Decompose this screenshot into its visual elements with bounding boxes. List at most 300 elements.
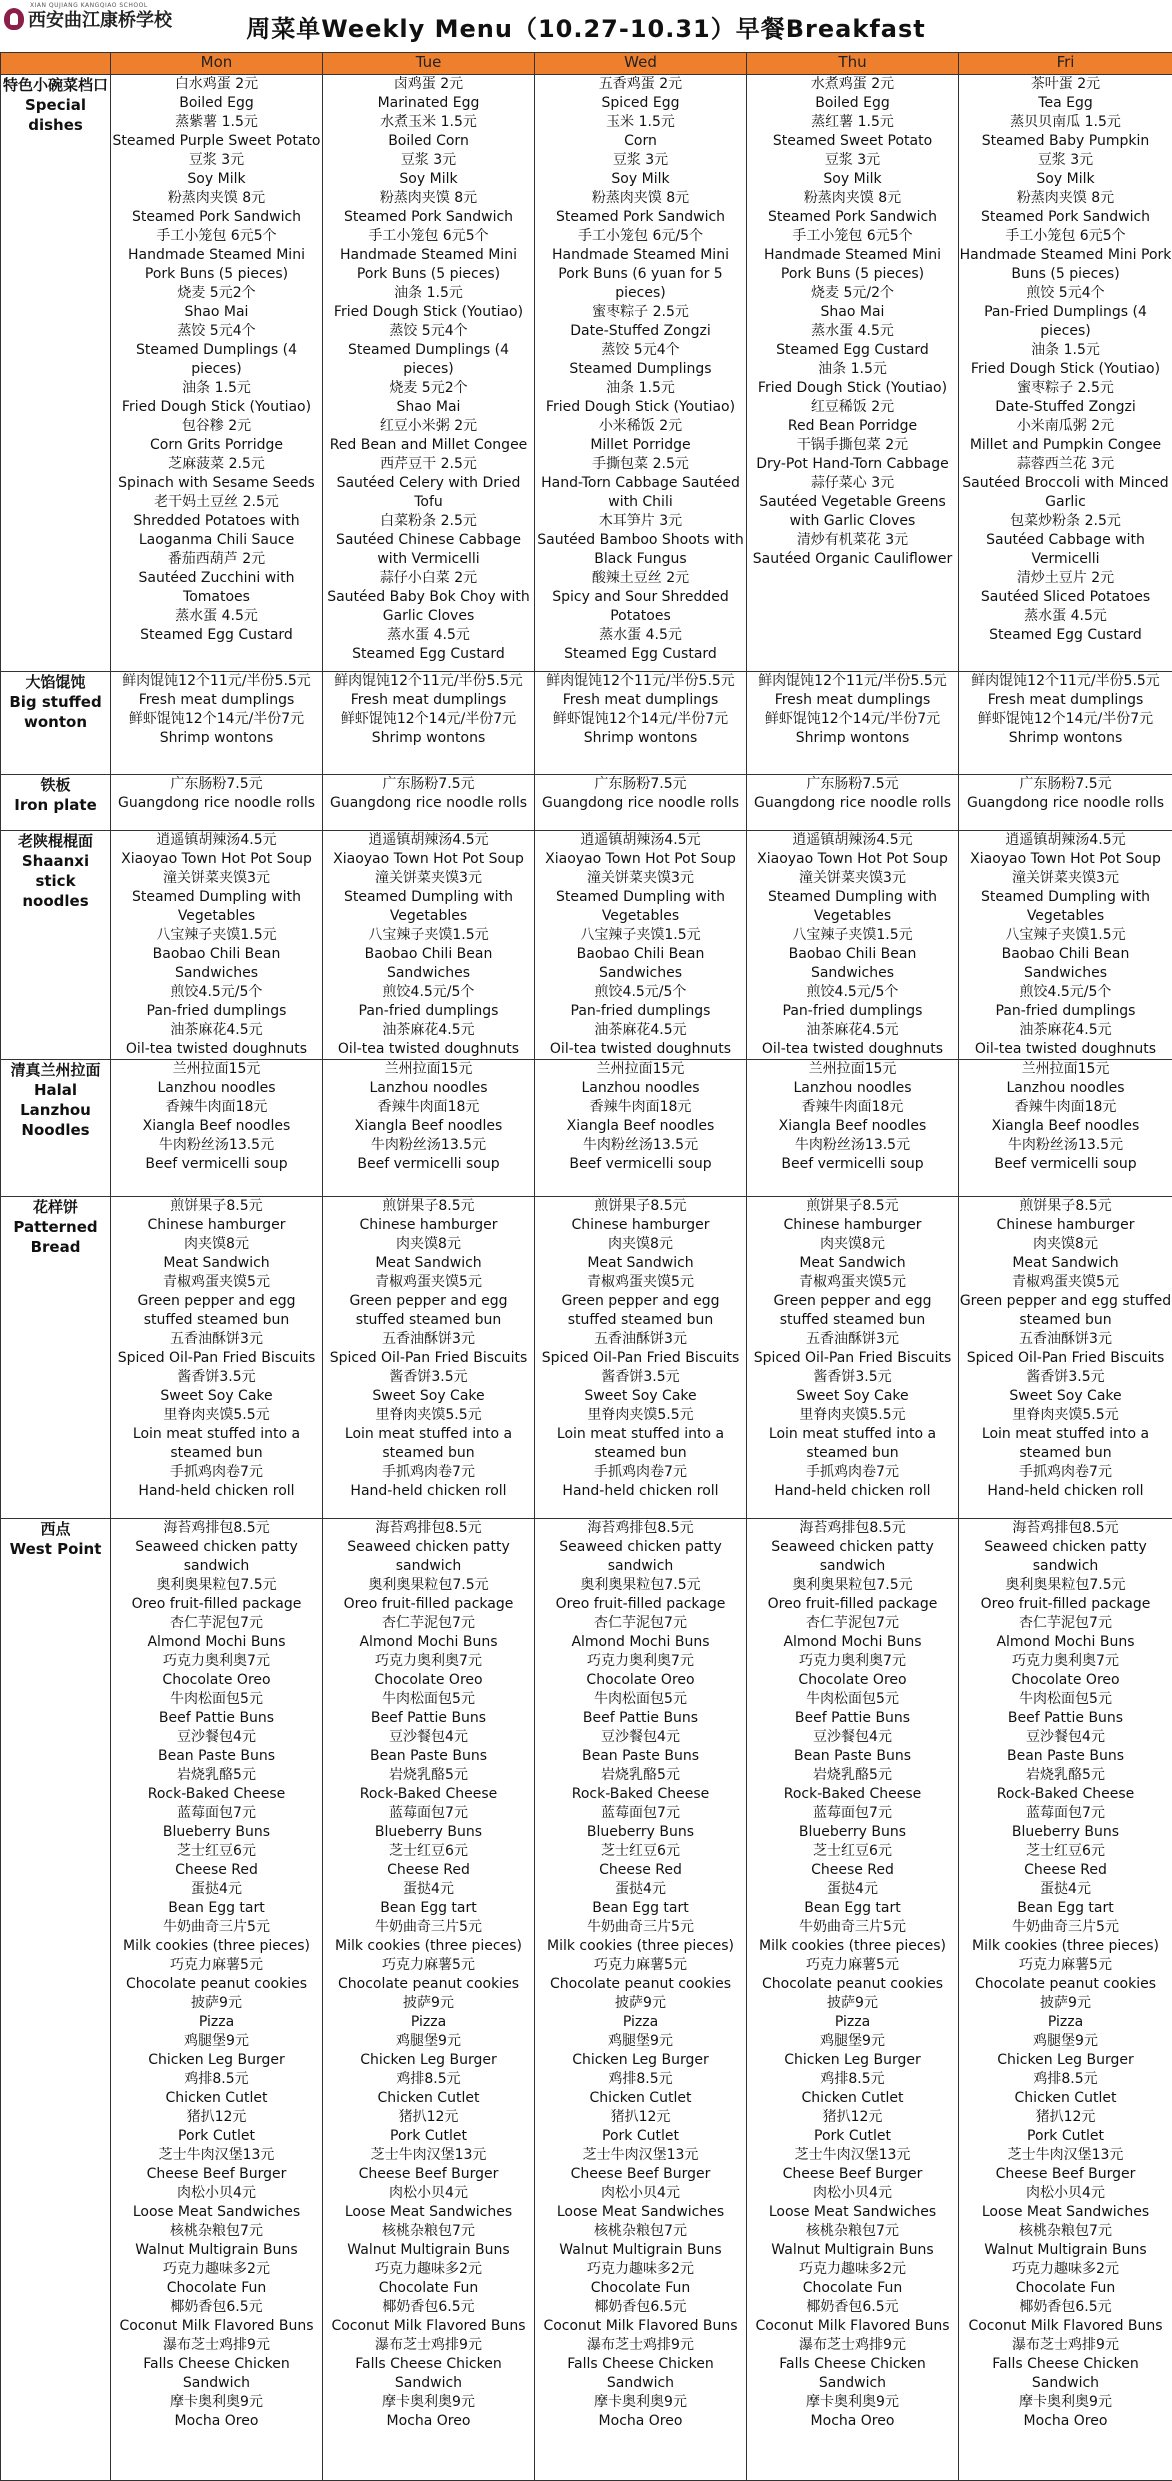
menu-item-line: Coconut Milk Flavored Buns	[111, 2317, 322, 2336]
menu-item-line: 茶叶蛋 2元	[959, 75, 1172, 94]
menu-item-line: 包谷糁 2元	[111, 417, 322, 436]
menu-item-line: 椰奶香包6.5元	[111, 2298, 322, 2317]
menu-item-line: Beef Pattie Buns	[535, 1709, 746, 1728]
menu-item-line: 海苔鸡排包8.5元	[535, 1519, 746, 1538]
menu-item-line: 香辣牛肉面18元	[323, 1098, 534, 1117]
menu-item-line: Sautéed Chinese Cabbage with Vermicelli	[323, 531, 534, 569]
menu-item-line: 八宝辣子夹馍1.5元	[747, 926, 958, 945]
menu-item-line: Cheese Beef Burger	[323, 2165, 534, 2184]
menu-item-line: 岩烧乳酪5元	[747, 1766, 958, 1785]
menu-item-line: 酱香饼3.5元	[959, 1368, 1172, 1387]
menu-item-line: 兰州拉面15元	[959, 1060, 1172, 1079]
menu-item-line: Sautéed Celery with Dried Tofu	[323, 474, 534, 512]
menu-item-line: Sautéed Sliced Potatoes	[959, 588, 1172, 607]
menu-item-line: Lanzhou noodles	[747, 1079, 958, 1098]
menu-item-line: Oil-tea twisted doughnuts	[111, 1040, 322, 1059]
menu-item-line: 蜜枣粽子 2.5元	[535, 303, 746, 322]
menu-item-line: Baobao Chili Bean Sandwiches	[747, 945, 958, 983]
category-name-zh: 老陕棍棍面	[1, 831, 110, 851]
menu-item-line: 猪扒12元	[535, 2108, 746, 2127]
menu-item-line: 潼关饼菜夹馍3元	[323, 869, 534, 888]
menu-item-line: Cheese Red	[747, 1861, 958, 1880]
menu-item-line: 豆沙餐包4元	[535, 1728, 746, 1747]
menu-item-line: Chicken Cutlet	[959, 2089, 1172, 2108]
menu-item-line: 鲜虾馄饨12个14元/半份7元	[535, 710, 746, 729]
menu-item-line: 卤鸡蛋 2元	[323, 75, 534, 94]
menu-item-line: 瀑布芝士鸡排9元	[747, 2336, 958, 2355]
menu-item-line: 红豆小米粥 2元	[323, 417, 534, 436]
menu-item-line: Steamed Dumpling with Vegetables	[535, 888, 746, 926]
menu-item-line: Chicken Leg Burger	[323, 2051, 534, 2070]
menu-item-line: Mocha Oreo	[111, 2412, 322, 2431]
menu-item-line: 豆沙餐包4元	[111, 1728, 322, 1747]
menu-item-line: 芝士红豆6元	[747, 1842, 958, 1861]
menu-item-line: Milk cookies (three pieces)	[111, 1937, 322, 1956]
menu-item-line: 披萨9元	[959, 1994, 1172, 2013]
menu-item-line: 巧克力趣味多2元	[111, 2260, 322, 2279]
menu-item-line: 鸡排8.5元	[959, 2070, 1172, 2089]
menu-item-line: 手抓鸡肉卷7元	[535, 1463, 746, 1482]
menu-item-line: Chicken Leg Burger	[747, 2051, 958, 2070]
menu-item-line: 水煮鸡蛋 2元	[747, 75, 958, 94]
menu-item-line: 油茶麻花4.5元	[535, 1021, 746, 1040]
menu-item-line: 蜜枣粽子 2.5元	[959, 379, 1172, 398]
menu-section-row	[1, 831, 1172, 1060]
menu-item-line: 巧克力趣味多2元	[323, 2260, 534, 2279]
menu-item-line: Coconut Milk Flavored Buns	[959, 2317, 1172, 2336]
menu-item-line: 岩烧乳酪5元	[111, 1766, 322, 1785]
menu-item-line: 蛋挞4元	[111, 1880, 322, 1899]
menu-item-line: 手抓鸡肉卷7元	[111, 1463, 322, 1482]
menu-item-line: 巧克力麻薯5元	[747, 1956, 958, 1975]
menu-item-line: Meat Sandwich	[747, 1254, 958, 1273]
menu-item-line: 五香油酥饼3元	[959, 1330, 1172, 1349]
menu-item-line: Green pepper and egg stuffed steamed bun	[959, 1292, 1172, 1330]
menu-item-line: 粉蒸肉夹馍 8元	[747, 189, 958, 208]
menu-item-line: 瀑布芝士鸡排9元	[111, 2336, 322, 2355]
menu-item-line: 牛奶曲奇三片5元	[747, 1918, 958, 1937]
menu-cell-fri	[959, 1519, 1172, 2481]
menu-item-line: Sautéed Broccoli with Minced Garlic	[959, 474, 1172, 512]
school-logo-subtext: XIAN QUJIANG KANGQIAO SCHOOL	[30, 2, 148, 9]
menu-item-line: 牛肉粉丝汤13.5元	[959, 1136, 1172, 1155]
menu-item-line: Chinese hamburger	[111, 1216, 322, 1235]
menu-item-line: 杏仁芋泥包7元	[959, 1614, 1172, 1633]
menu-item-line: 潼关饼菜夹馍3元	[111, 869, 322, 888]
menu-item-line: 蒸水蛋 4.5元	[959, 607, 1172, 626]
menu-item-line: 五香油酥饼3元	[535, 1330, 746, 1349]
menu-item-line: Xiaoyao Town Hot Pot Soup	[323, 850, 534, 869]
menu-item-line: Chocolate peanut cookies	[323, 1975, 534, 1994]
menu-item-line: Fried Dough Stick (Youtiao)	[747, 379, 958, 398]
menu-item-line: Chocolate peanut cookies	[535, 1975, 746, 1994]
menu-item-line: 酱香饼3.5元	[323, 1368, 534, 1387]
menu-item-line: Pizza	[535, 2013, 746, 2032]
menu-item-line: Steamed Baby Pumpkin	[959, 132, 1172, 151]
menu-item-line: Rock-Baked Cheese	[535, 1785, 746, 1804]
menu-item-line: 八宝辣子夹馍1.5元	[111, 926, 322, 945]
menu-item-line: 油茶麻花4.5元	[747, 1021, 958, 1040]
menu-item-line: 鲜肉馄饨12个11元/半份5.5元	[959, 672, 1172, 691]
menu-item-line: 蒸紫薯 1.5元	[111, 113, 322, 132]
menu-item-line: 巧克力趣味多2元	[747, 2260, 958, 2279]
menu-item-line: Guangdong rice noodle rolls	[747, 794, 958, 813]
menu-item-line: 蒸贝贝南瓜 1.5元	[959, 113, 1172, 132]
category-cell	[1, 1519, 111, 2481]
menu-item-line: 里脊肉夹馍5.5元	[111, 1406, 322, 1425]
menu-item-line: 椰奶香包6.5元	[747, 2298, 958, 2317]
menu-item-line: 核桃杂粮包7元	[747, 2222, 958, 2241]
menu-item-line: 豆浆 3元	[111, 151, 322, 170]
menu-item-line: Steamed Pork Sandwich	[323, 208, 534, 227]
menu-item-line: 椰奶香包6.5元	[959, 2298, 1172, 2317]
menu-cell-thu	[747, 775, 959, 831]
menu-item-line: Chicken Leg Burger	[111, 2051, 322, 2070]
menu-item-line: 酱香饼3.5元	[111, 1368, 322, 1387]
menu-item-line: Chicken Cutlet	[747, 2089, 958, 2108]
category-cell	[1, 831, 111, 1060]
menu-item-line: 奥利奥果粒包7.5元	[323, 1576, 534, 1595]
menu-item-line: Bean Paste Buns	[747, 1747, 958, 1766]
page-title: 周菜单Weekly Menu（10.27-10.31）早餐Breakfast	[246, 9, 925, 44]
menu-item-line: Millet Porridge	[535, 436, 746, 455]
menu-item-line: 芝士红豆6元	[959, 1842, 1172, 1861]
menu-cell-tue	[323, 75, 535, 672]
category-name-en: Shaanxi stick noodles	[1, 851, 110, 911]
menu-item-line: Oil-tea twisted doughnuts	[747, 1040, 958, 1059]
menu-item-line: 海苔鸡排包8.5元	[111, 1519, 322, 1538]
menu-item-line: Chocolate peanut cookies	[747, 1975, 958, 1994]
category-name-en: Iron plate	[1, 795, 110, 815]
menu-item-line: 鸡排8.5元	[535, 2070, 746, 2089]
menu-item-line: 青椒鸡蛋夹馍5元	[323, 1273, 534, 1292]
menu-cell-fri	[959, 75, 1172, 672]
school-logo	[4, 6, 172, 32]
menu-item-line: Sautéed Zucchini with Tomatoes	[111, 569, 322, 607]
menu-cell-mon	[111, 1197, 323, 1519]
menu-item-line: 手抓鸡肉卷7元	[747, 1463, 958, 1482]
menu-item-line: 潼关饼菜夹馍3元	[747, 869, 958, 888]
menu-cell-thu	[747, 1060, 959, 1197]
menu-item-line: 青椒鸡蛋夹馍5元	[111, 1273, 322, 1292]
menu-item-line: Fresh meat dumplings	[535, 691, 746, 710]
menu-cell-thu	[747, 1519, 959, 2481]
menu-item-line: 芝士牛肉汉堡13元	[323, 2146, 534, 2165]
menu-item-line: Xiangla Beef noodles	[959, 1117, 1172, 1136]
menu-item-line: Soy Milk	[111, 170, 322, 189]
menu-item-line: 手抓鸡肉卷7元	[323, 1463, 534, 1482]
menu-item-line: 香辣牛肉面18元	[747, 1098, 958, 1117]
category-name-zh: 西点	[1, 1519, 110, 1539]
menu-item-line: Fried Dough Stick (Youtiao)	[111, 398, 322, 417]
menu-item-line: 西芹豆干 2.5元	[323, 455, 534, 474]
menu-item-line: 蓝莓面包7元	[959, 1804, 1172, 1823]
day-header-tue: Tue	[323, 53, 535, 75]
menu-item-line: Loin meat stuffed into a steamed bun	[111, 1425, 322, 1463]
menu-item-line: 披萨9元	[535, 1994, 746, 2013]
menu-cell-fri	[959, 672, 1172, 775]
menu-item-line: 牛肉松面包5元	[535, 1690, 746, 1709]
menu-item-line: 蒸水蛋 4.5元	[111, 607, 322, 626]
menu-item-line: Chinese hamburger	[323, 1216, 534, 1235]
menu-item-line: Hand-held chicken roll	[323, 1482, 534, 1501]
menu-item-line: Cheese Beef Burger	[535, 2165, 746, 2184]
menu-item-line: 豆浆 3元	[323, 151, 534, 170]
menu-item-line: Bean Paste Buns	[959, 1747, 1172, 1766]
menu-cell-wed	[535, 1197, 747, 1519]
menu-item-line: 蒸水蛋 4.5元	[535, 626, 746, 645]
menu-item-line: 红豆稀饭 2元	[747, 398, 958, 417]
menu-item-line: 肉松小贝4元	[747, 2184, 958, 2203]
menu-item-line: 巧克力奥利奥7元	[111, 1652, 322, 1671]
menu-item-line: Hand-held chicken roll	[747, 1482, 958, 1501]
menu-cell-tue	[323, 672, 535, 775]
menu-item-line: Beef vermicelli soup	[959, 1155, 1172, 1174]
menu-item-line: Almond Mochi Buns	[323, 1633, 534, 1652]
menu-item-line: Marinated Egg	[323, 94, 534, 113]
menu-item-line: Steamed Egg Custard	[535, 645, 746, 664]
menu-item-line: Falls Cheese Chicken Sandwich	[323, 2355, 534, 2393]
menu-item-line: 牛肉松面包5元	[323, 1690, 534, 1709]
menu-item-line: 油茶麻花4.5元	[323, 1021, 534, 1040]
menu-item-line: 肉夹馍8元	[323, 1235, 534, 1254]
menu-item-line: Cheese Red	[323, 1861, 534, 1880]
menu-item-line: Pan-fried dumplings	[111, 1002, 322, 1021]
menu-item-line: Handmade Steamed Mini Pork Buns (6 yuan for 5 pieces)	[535, 246, 746, 303]
menu-item-line: 摩卡奥利奥9元	[959, 2393, 1172, 2412]
menu-item-line: Meat Sandwich	[959, 1254, 1172, 1273]
menu-item-line: Steamed Dumplings (4 pieces)	[323, 341, 534, 379]
menu-item-line: Xiaoyao Town Hot Pot Soup	[111, 850, 322, 869]
menu-cell-wed	[535, 1519, 747, 2481]
menu-item-line: 蓝莓面包7元	[323, 1804, 534, 1823]
menu-item-line: 巧克力麻薯5元	[323, 1956, 534, 1975]
menu-item-line: Boiled Corn	[323, 132, 534, 151]
menu-item-line: Chocolate Fun	[535, 2279, 746, 2298]
category-cell	[1, 672, 111, 775]
menu-item-line: Shao Mai	[323, 398, 534, 417]
menu-item-line: Oil-tea twisted doughnuts	[323, 1040, 534, 1059]
menu-item-line: Bean Paste Buns	[111, 1747, 322, 1766]
menu-item-line: Sweet Soy Cake	[535, 1387, 746, 1406]
menu-item-line: 逍遥镇胡辣汤4.5元	[111, 831, 322, 850]
menu-cell-mon	[111, 1519, 323, 2481]
menu-item-line: 蒸红薯 1.5元	[747, 113, 958, 132]
menu-item-line: 烧麦 5元/2个	[747, 284, 958, 303]
menu-item-line: Shrimp wontons	[747, 729, 958, 748]
menu-item-line: 油条 1.5元	[959, 341, 1172, 360]
menu-item-line: 豆沙餐包4元	[747, 1728, 958, 1747]
menu-item-line: 芝士红豆6元	[323, 1842, 534, 1861]
menu-item-line: 牛奶曲奇三片5元	[535, 1918, 746, 1937]
menu-item-line: Chicken Leg Burger	[959, 2051, 1172, 2070]
menu-item-line: Lanzhou noodles	[323, 1079, 534, 1098]
menu-item-line: 鸡排8.5元	[747, 2070, 958, 2089]
menu-item-line: 芝士红豆6元	[535, 1842, 746, 1861]
menu-item-line: 猪扒12元	[111, 2108, 322, 2127]
menu-item-line: 粉蒸肉夹馍 8元	[535, 189, 746, 208]
menu-item-line: Baobao Chili Bean Sandwiches	[959, 945, 1172, 983]
menu-item-line: 鲜肉馄饨12个11元/半份5.5元	[111, 672, 322, 691]
menu-item-line: Green pepper and egg stuffed steamed bun	[535, 1292, 746, 1330]
menu-item-line: Mocha Oreo	[959, 2412, 1172, 2431]
menu-item-line: Milk cookies (three pieces)	[535, 1937, 746, 1956]
menu-item-line: Steamed Dumpling with Vegetables	[111, 888, 322, 926]
menu-item-line: 清炒土豆片 2元	[959, 569, 1172, 588]
category-cell	[1, 1060, 111, 1197]
menu-item-line: Pork Cutlet	[323, 2127, 534, 2146]
menu-item-line: 煎饺4.5元/5个	[535, 983, 746, 1002]
menu-item-line: Cheese Red	[111, 1861, 322, 1880]
menu-item-line: Seaweed chicken patty sandwich	[111, 1538, 322, 1576]
category-name-en: Big stuffed wonton	[1, 692, 110, 732]
menu-item-line: Chocolate Fun	[111, 2279, 322, 2298]
menu-item-line: Rock-Baked Cheese	[111, 1785, 322, 1804]
menu-item-line: 披萨9元	[111, 1994, 322, 2013]
menu-item-line: 手工小笼包 6元5个	[747, 227, 958, 246]
menu-item-line: Cheese Red	[535, 1861, 746, 1880]
menu-item-line: Steamed Dumplings (4 pieces)	[111, 341, 322, 379]
menu-item-line: Chocolate peanut cookies	[111, 1975, 322, 1994]
menu-item-line: Blueberry Buns	[535, 1823, 746, 1842]
menu-item-line: Seaweed chicken patty sandwich	[747, 1538, 958, 1576]
menu-item-line: 披萨9元	[323, 1994, 534, 2013]
menu-item-line: 粉蒸肉夹馍 8元	[959, 189, 1172, 208]
menu-item-line: 煎饺4.5元/5个	[111, 983, 322, 1002]
menu-item-line: Rock-Baked Cheese	[323, 1785, 534, 1804]
category-name-en: West Point	[1, 1539, 110, 1559]
school-logo-icon	[4, 8, 24, 30]
menu-item-line: 牛肉粉丝汤13.5元	[323, 1136, 534, 1155]
category-name-en: Special dishes	[1, 95, 110, 135]
menu-item-line: 番茄西葫芦 2元	[111, 550, 322, 569]
menu-item-line: Fresh meat dumplings	[111, 691, 322, 710]
menu-item-line: 蒸饺 5元4个	[111, 322, 322, 341]
menu-item-line: Milk cookies (three pieces)	[959, 1937, 1172, 1956]
menu-item-line: 岩烧乳酪5元	[323, 1766, 534, 1785]
menu-item-line: Bean Egg tart	[323, 1899, 534, 1918]
menu-item-line: 牛肉松面包5元	[959, 1690, 1172, 1709]
menu-item-line: Bean Paste Buns	[535, 1747, 746, 1766]
menu-item-line: Chocolate Oreo	[323, 1671, 534, 1690]
menu-item-line: Almond Mochi Buns	[959, 1633, 1172, 1652]
menu-item-line: Shrimp wontons	[323, 729, 534, 748]
menu-item-line: 牛奶曲奇三片5元	[959, 1918, 1172, 1937]
menu-item-line: Pizza	[323, 2013, 534, 2032]
menu-item-line: Dry-Pot Hand-Torn Cabbage	[747, 455, 958, 474]
menu-item-line: Steamed Pork Sandwich	[111, 208, 322, 227]
menu-item-line: 潼关饼菜夹馍3元	[535, 869, 746, 888]
menu-item-line: Pizza	[747, 2013, 958, 2032]
menu-item-line: 鲜虾馄饨12个14元/半份7元	[111, 710, 322, 729]
menu-item-line: 蒸水蛋 4.5元	[747, 322, 958, 341]
menu-item-line: 豆沙餐包4元	[323, 1728, 534, 1747]
menu-item-line: Spinach with Sesame Seeds	[111, 474, 322, 493]
menu-item-line: Xiangla Beef noodles	[111, 1117, 322, 1136]
menu-item-line: 肉松小贝4元	[959, 2184, 1172, 2203]
menu-cell-fri	[959, 1060, 1172, 1197]
menu-item-line: Almond Mochi Buns	[111, 1633, 322, 1652]
menu-item-line: Chicken Cutlet	[535, 2089, 746, 2108]
menu-item-line: 肉松小贝4元	[111, 2184, 322, 2203]
menu-item-line: Walnut Multigrain Buns	[959, 2241, 1172, 2260]
menu-item-line: Handmade Steamed Mini Pork Buns (5 pieces)	[111, 246, 322, 284]
menu-cell-mon	[111, 831, 323, 1060]
menu-cell-thu	[747, 831, 959, 1060]
menu-item-line: Chocolate peanut cookies	[959, 1975, 1172, 1994]
menu-item-line: 鲜虾馄饨12个14元/半份7元	[747, 710, 958, 729]
menu-item-line: Seaweed chicken patty sandwich	[959, 1538, 1172, 1576]
menu-item-line: Steamed Egg Custard	[111, 626, 322, 645]
menu-item-line: 兰州拉面15元	[535, 1060, 746, 1079]
menu-cell-fri	[959, 775, 1172, 831]
menu-item-line: Steamed Egg Custard	[323, 645, 534, 664]
menu-item-line: Rock-Baked Cheese	[747, 1785, 958, 1804]
menu-item-line: Steamed Egg Custard	[959, 626, 1172, 645]
menu-item-line: 椰奶香包6.5元	[535, 2298, 746, 2317]
menu-item-line: Almond Mochi Buns	[747, 1633, 958, 1652]
menu-item-line: 八宝辣子夹馍1.5元	[323, 926, 534, 945]
menu-item-line: 木耳笋片 3元	[535, 512, 746, 531]
menu-item-line: 巧克力奥利奥7元	[959, 1652, 1172, 1671]
menu-item-line: 蛋挞4元	[959, 1880, 1172, 1899]
menu-item-line: Chocolate Oreo	[747, 1671, 958, 1690]
menu-item-line: Spiced Oil-Pan Fried Biscuits	[747, 1349, 958, 1368]
menu-item-line: Guangdong rice noodle rolls	[111, 794, 322, 813]
menu-item-line: Pan-fried dumplings	[959, 1002, 1172, 1021]
menu-item-line: 兰州拉面15元	[747, 1060, 958, 1079]
menu-item-line: 五香鸡蛋 2元	[535, 75, 746, 94]
menu-item-line: 煎饼果子8.5元	[535, 1197, 746, 1216]
menu-item-line: Soy Milk	[323, 170, 534, 189]
menu-item-line: 肉夹馍8元	[747, 1235, 958, 1254]
menu-item-line: 里脊肉夹馍5.5元	[323, 1406, 534, 1425]
menu-item-line: 巧克力麻薯5元	[535, 1956, 746, 1975]
menu-item-line: 杏仁芋泥包7元	[111, 1614, 322, 1633]
menu-item-line: Almond Mochi Buns	[535, 1633, 746, 1652]
menu-cell-wed	[535, 775, 747, 831]
menu-item-line: 油条 1.5元	[535, 379, 746, 398]
menu-item-line: 核桃杂粮包7元	[111, 2222, 322, 2241]
menu-item-line: Xiaoyao Town Hot Pot Soup	[747, 850, 958, 869]
menu-item-line: 奥利奥果粒包7.5元	[959, 1576, 1172, 1595]
menu-item-line: 芝士红豆6元	[111, 1842, 322, 1861]
menu-item-line: 兰州拉面15元	[323, 1060, 534, 1079]
menu-cell-mon	[111, 775, 323, 831]
menu-item-line: Oreo fruit-filled package	[323, 1595, 534, 1614]
menu-item-line: Handmade Steamed Mini Pork Buns (5 pieces)	[959, 246, 1172, 284]
menu-cell-wed	[535, 672, 747, 775]
menu-item-line: Spiced Oil-Pan Fried Biscuits	[535, 1349, 746, 1368]
menu-item-line: Chicken Leg Burger	[535, 2051, 746, 2070]
menu-item-line: Blueberry Buns	[323, 1823, 534, 1842]
menu-item-line: Fried Dough Stick (Youtiao)	[323, 303, 534, 322]
menu-item-line: Sautéed Vegetable Greens with Garlic Cloves	[747, 493, 958, 531]
menu-item-line: Red Bean and Millet Congee	[323, 436, 534, 455]
menu-item-line: Pork Cutlet	[535, 2127, 746, 2146]
menu-item-line: Oil-tea twisted doughnuts	[959, 1040, 1172, 1059]
menu-item-line: 牛肉松面包5元	[747, 1690, 958, 1709]
menu-item-line: 逍遥镇胡辣汤4.5元	[959, 831, 1172, 850]
category-name-en: Halal Lanzhou Noodles	[1, 1080, 110, 1140]
menu-item-line: 蒸饺 5元4个	[323, 322, 534, 341]
menu-item-line: 豆浆 3元	[959, 151, 1172, 170]
menu-item-line: Sweet Soy Cake	[747, 1387, 958, 1406]
menu-item-line: Beef Pattie Buns	[111, 1709, 322, 1728]
menu-item-line: Coconut Milk Flavored Buns	[535, 2317, 746, 2336]
menu-item-line: 粉蒸肉夹馍 8元	[111, 189, 322, 208]
menu-item-line: Shrimp wontons	[535, 729, 746, 748]
